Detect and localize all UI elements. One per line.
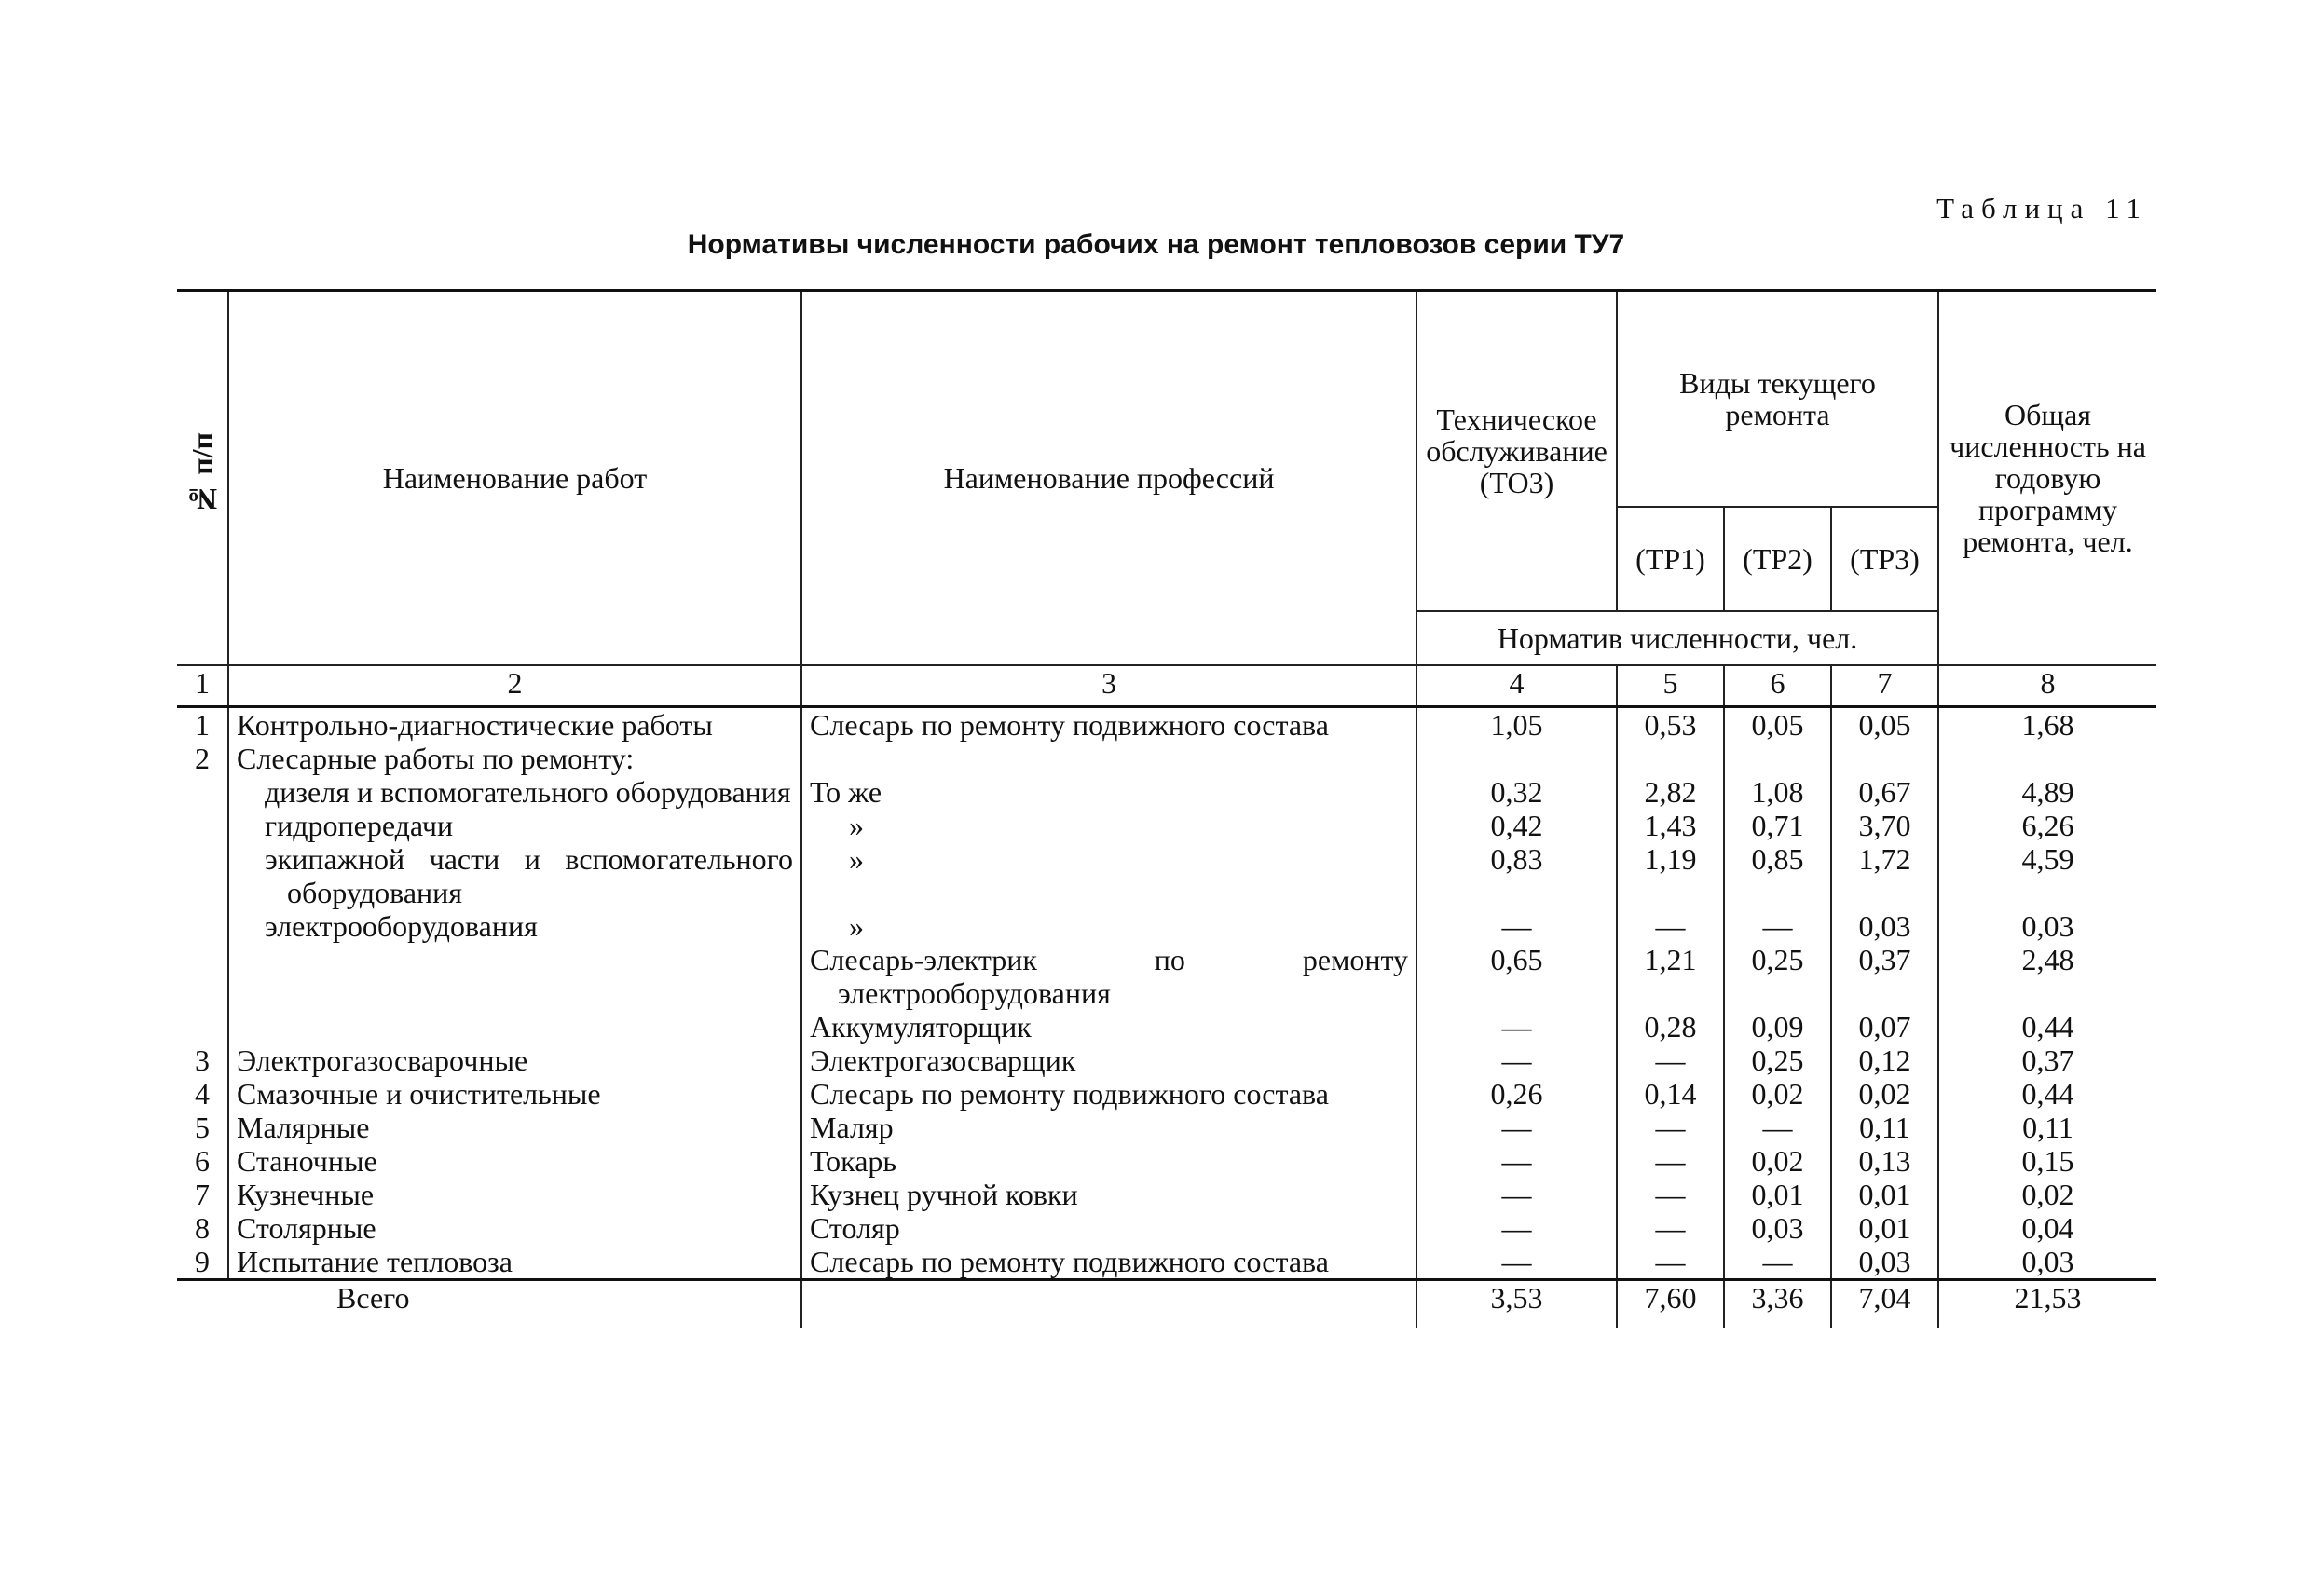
row-tr1 — [1617, 742, 1724, 775]
row-total: 0,04 — [1938, 1211, 2156, 1245]
row-profession: То же — [801, 775, 1416, 809]
table-row — [177, 1245, 2156, 1280]
row-tr2 — [1724, 742, 1831, 775]
table-row — [177, 1111, 2156, 1144]
row-to3: — — [1416, 1245, 1617, 1280]
total-num — [177, 1279, 228, 1328]
row-tr1: — — [1617, 1111, 1724, 1144]
row-tr3: 0,05 — [1831, 706, 1938, 742]
header-professions: Наименование профессий — [801, 291, 1416, 665]
table-row — [177, 1211, 2156, 1245]
row-work: Контрольно-диагностические работы — [228, 706, 801, 742]
row-tr3: 0,37 — [1831, 943, 1938, 1010]
table-row — [177, 1144, 2156, 1178]
row-tr3: 0,67 — [1831, 775, 1938, 809]
row-tr2: 0,03 — [1724, 1211, 1831, 1245]
row-total: 1,68 — [1938, 706, 2156, 742]
row-profession: Маляр — [801, 1111, 1416, 1144]
row-tr1: — — [1617, 909, 1724, 943]
total-label: Всего — [228, 1279, 801, 1328]
row-to3: — — [1416, 1211, 1617, 1245]
row-tr3: 0,03 — [1831, 1245, 1938, 1280]
table-row — [177, 909, 2156, 943]
row-tr3: 0,13 — [1831, 1144, 1938, 1178]
row-num: 8 — [195, 1210, 210, 1245]
row-tr2: — — [1724, 1245, 1831, 1280]
row-profession: » — [801, 909, 1416, 943]
table-label: Таблица 11 — [1936, 192, 2148, 225]
row-total: 0,11 — [1938, 1111, 2156, 1144]
row-work: Смазочные и очистительные — [228, 1077, 801, 1111]
table-row — [177, 809, 2156, 842]
colnum: 2 — [228, 665, 801, 707]
row-num — [177, 1010, 228, 1044]
row-tr3: 3,70 — [1831, 809, 1938, 842]
table-row — [177, 943, 2156, 1010]
row-work: электрооборудования — [228, 909, 801, 943]
row-work — [228, 943, 801, 1010]
row-tr3: 0,02 — [1831, 1077, 1938, 1111]
row-work: Столярные — [228, 1211, 801, 1245]
row-num — [177, 775, 228, 809]
row-tr2: 0,71 — [1724, 809, 1831, 842]
row-to3: 0,65 — [1416, 943, 1617, 1010]
row-tr2: 0,25 — [1724, 1044, 1831, 1077]
total-profession — [801, 1279, 1416, 1328]
row-num — [177, 909, 228, 943]
row-work: гидропередачи — [228, 809, 801, 842]
table-row — [177, 1077, 2156, 1111]
row-tr1: 2,82 — [1617, 775, 1724, 809]
row-tr1: — — [1617, 1211, 1724, 1245]
row-tr2: 0,02 — [1724, 1077, 1831, 1111]
colnum: 5 — [1617, 665, 1724, 707]
row-tr1: 1,43 — [1617, 809, 1724, 842]
header-to3: Техническое обслуживание (ТО3) — [1416, 291, 1617, 611]
row-tr2: 0,25 — [1724, 943, 1831, 1010]
row-num — [177, 842, 228, 909]
row-num: 3 — [195, 1043, 210, 1077]
row-profession: Аккумуляторщик — [801, 1010, 1416, 1044]
header-works: Наименование работ — [228, 291, 801, 665]
row-num: 5 — [195, 1110, 210, 1144]
row-to3: 0,26 — [1416, 1077, 1617, 1111]
row-tr2: 0,01 — [1724, 1178, 1831, 1211]
row-work — [228, 1010, 801, 1044]
table-row — [177, 1044, 2156, 1077]
row-tr2: — — [1724, 909, 1831, 943]
row-profession: Столяр — [801, 1211, 1416, 1245]
row-to3: 0,32 — [1416, 775, 1617, 809]
row-profession: » — [801, 809, 1416, 842]
table-row — [177, 1010, 2156, 1044]
row-tr1: 0,28 — [1617, 1010, 1724, 1044]
norms-table — [177, 289, 2156, 1328]
total-row — [177, 1279, 2156, 1328]
row-tr1: — — [1617, 1245, 1724, 1280]
header-total-annual: Общая численность на годовую программу ремонта, чел. — [1938, 291, 2156, 665]
row-num — [177, 809, 228, 842]
row-tr1: — — [1617, 1178, 1724, 1211]
row-total: 0,37 — [1938, 1044, 2156, 1077]
row-to3: — — [1416, 1178, 1617, 1211]
header-current-repair: Виды текущего ремонта — [1617, 291, 1938, 507]
row-tr1: 0,14 — [1617, 1077, 1724, 1111]
row-num — [177, 943, 228, 1010]
row-profession — [801, 742, 1416, 775]
row-profession: Слесарь по ремонту подвижного состава — [801, 1245, 1416, 1280]
row-profession: » — [801, 842, 1416, 909]
row-tr1: — — [1617, 1044, 1724, 1077]
row-total: 0,03 — [1938, 1245, 2156, 1280]
row-tr3 — [1831, 742, 1938, 775]
row-num: 7 — [195, 1177, 210, 1211]
total-to3: 3,53 — [1416, 1279, 1617, 1328]
row-tr3: 0,12 — [1831, 1044, 1938, 1077]
table-row — [177, 706, 2156, 742]
header-tr3: (ТР3) — [1831, 507, 1938, 611]
total-tr2: 3,36 — [1724, 1279, 1831, 1328]
row-total: 2,48 — [1938, 943, 2156, 1010]
row-work: дизеля и вспомогательного оборудования — [228, 775, 801, 809]
row-to3: 0,83 — [1416, 842, 1617, 909]
row-to3: — — [1416, 1111, 1617, 1144]
row-work: Станочные — [228, 1144, 801, 1178]
row-profession: Электрогазосварщик — [801, 1044, 1416, 1077]
row-work: Слесарные работы по ремонту: — [228, 742, 801, 775]
row-profession: Слесарь по ремонту подвижного состава — [801, 1077, 1416, 1111]
row-tr2: 0,09 — [1724, 1010, 1831, 1044]
row-tr3: 0,03 — [1831, 909, 1938, 943]
row-to3: 0,42 — [1416, 809, 1617, 842]
row-num: 4 — [195, 1076, 210, 1111]
row-tr3: 0,01 — [1831, 1178, 1938, 1211]
row-tr3: 0,11 — [1831, 1111, 1938, 1144]
row-total: 6,26 — [1938, 809, 2156, 842]
row-work: Испытание тепловоза — [228, 1245, 801, 1280]
row-tr2: 0,85 — [1724, 842, 1831, 909]
row-to3 — [1416, 742, 1617, 775]
header-num: № п/п — [177, 291, 228, 665]
row-work: Кузнечные — [228, 1178, 801, 1211]
row-tr3: 1,72 — [1831, 842, 1938, 909]
row-tr2: 1,08 — [1724, 775, 1831, 809]
table-row — [177, 1178, 2156, 1211]
colnum: 7 — [1831, 665, 1938, 707]
colnum: 1 — [177, 665, 228, 707]
row-total: 4,59 — [1938, 842, 2156, 909]
row-tr2: 0,02 — [1724, 1144, 1831, 1178]
row-tr3: 0,01 — [1831, 1211, 1938, 1245]
row-to3: 1,05 — [1416, 706, 1617, 742]
colnum: 4 — [1416, 665, 1617, 707]
row-tr1: 1,19 — [1617, 842, 1724, 909]
row-num: 9 — [195, 1244, 210, 1278]
row-profession: Слесарь по ремонту подвижного состава — [801, 706, 1416, 742]
row-num: 6 — [195, 1143, 210, 1178]
row-profession: Кузнец ручной ковки — [801, 1178, 1416, 1211]
header-tr2: (ТР2) — [1724, 507, 1831, 611]
row-tr2: — — [1724, 1111, 1831, 1144]
column-numbers-row — [177, 665, 2156, 707]
row-profession: Слесарь-электрик по ремонту электрооборудования — [801, 943, 1416, 1010]
table-row — [177, 842, 2156, 909]
row-tr1: 1,21 — [1617, 943, 1724, 1010]
colnum: 6 — [1724, 665, 1831, 707]
colnum: 8 — [1938, 665, 2156, 707]
total-tr1: 7,60 — [1617, 1279, 1724, 1328]
row-total — [1938, 742, 2156, 775]
row-total: 0,44 — [1938, 1010, 2156, 1044]
row-tr1: — — [1617, 1144, 1724, 1178]
row-total: 0,44 — [1938, 1077, 2156, 1111]
row-to3: — — [1416, 1010, 1617, 1044]
row-num: 2 — [195, 741, 210, 775]
row-num: 1 — [195, 707, 210, 742]
row-to3: — — [1416, 1044, 1617, 1077]
row-to3: — — [1416, 1144, 1617, 1178]
header-tr1: (ТР1) — [1617, 507, 1724, 611]
row-tr2: 0,05 — [1724, 706, 1831, 742]
row-work: экипажной части и вспомогательного оборудования — [228, 842, 801, 909]
total-total: 21,53 — [1938, 1279, 2156, 1328]
row-work: Малярные — [228, 1111, 801, 1144]
row-to3: — — [1416, 909, 1617, 943]
row-total: 0,03 — [1938, 909, 2156, 943]
row-total: 0,02 — [1938, 1178, 2156, 1211]
row-total: 0,15 — [1938, 1144, 2156, 1178]
row-tr3: 0,07 — [1831, 1010, 1938, 1044]
row-profession: Токарь — [801, 1144, 1416, 1178]
table-row — [177, 742, 2156, 775]
row-total: 4,89 — [1938, 775, 2156, 809]
colnum: 3 — [801, 665, 1416, 707]
total-tr3: 7,04 — [1831, 1279, 1938, 1328]
row-work: Электрогазосварочные — [228, 1044, 801, 1077]
header-norm-unit: Норматив численности, чел. — [1416, 611, 1938, 665]
row-tr1: 0,53 — [1617, 706, 1724, 742]
table-row — [177, 775, 2156, 809]
table-title: Нормативы численности рабочих на ремонт тепловозов серии ТУ7 — [687, 229, 1625, 260]
